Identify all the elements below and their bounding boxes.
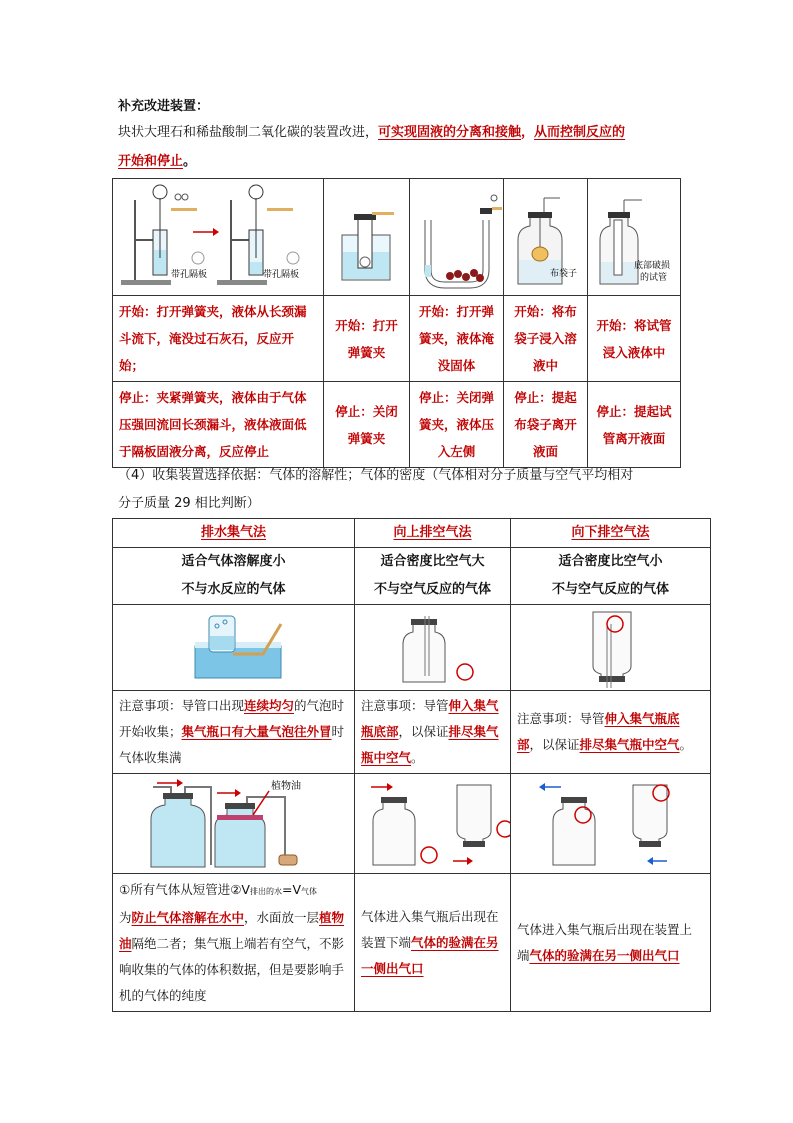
intro-highlight-3: 开始和停止 [118, 154, 184, 169]
note-text: 为 [119, 909, 132, 925]
water-method-figure-cell [113, 605, 355, 691]
header-downward-air: 向下排空气法 [511, 519, 711, 548]
water-bottles-figure-cell [113, 774, 355, 874]
broken-tube-device-figure [588, 180, 680, 295]
gas-bottles-upward-figure [355, 775, 510, 873]
start-cell-3: 开始：打开弹簧夹，液体淹没固体 [410, 296, 504, 382]
section-title: 补充改进装置： [118, 99, 210, 114]
note-text: 时气体收集满 [119, 724, 345, 765]
device-image-cell-2 [324, 179, 410, 296]
start-cell-5: 开始：将试管浸入液体中 [588, 296, 681, 382]
note-text: 。 [411, 750, 424, 765]
intro-highlight-2: 从而控制反应的 [534, 125, 626, 140]
note-highlight: 防止气体溶解在水中 [131, 909, 245, 925]
note-subscript: 气体 [301, 886, 317, 896]
section-4 [118, 462, 718, 518]
note-text: ，水面放一层 [244, 909, 320, 925]
stop-cell-1: 停止：夹紧弹簧夹，液体由于气体压强回流回长颈漏斗，液体液面低于隔板固液分离，反应停止 [113, 382, 324, 468]
note-text: 气体进入集气瓶后出现在装置上端 [517, 921, 693, 963]
header-upward-air: 向上排空气法 [355, 519, 511, 548]
note-text: ，以保证 [529, 737, 580, 752]
header-water-method: 排水集气法 [113, 519, 355, 548]
stop-cell-4: 停止：提起布袋子离开液面 [504, 382, 588, 468]
note-highlight: 排尽集气瓶中空气 [361, 724, 499, 765]
u-tube-device-figure [410, 180, 503, 295]
upward-bottles-figure-cell [355, 774, 511, 874]
stop-cell-2: 停止：关闭弹簧夹 [324, 382, 410, 468]
note-highlight: 连续均匀 [244, 698, 295, 713]
note-text: 气体进入集气瓶后出现在装置下端 [361, 908, 499, 950]
intro-sep: ， [521, 125, 535, 140]
suit-upward [355, 548, 511, 605]
suit-upward-line-1: 适合密度比空气大 [380, 554, 485, 569]
gas-bottles-water-figure [113, 775, 353, 873]
device-image-cell-3 [410, 179, 504, 296]
start-cell-4: 开始：将布袋子浸入溶液中 [504, 296, 588, 382]
water-trough-figure [113, 606, 353, 690]
vegetable-oil-label: 植物油 [271, 780, 301, 792]
note-text: 注意事项：导管 [361, 698, 449, 713]
device-table [112, 178, 681, 468]
suit-upward-line-2: 不与空气反应的气体 [373, 582, 491, 597]
note-highlight: 植物油 [119, 909, 345, 951]
downward-air-note [511, 691, 711, 774]
suit-downward-line-1: 适合密度比空气小 [558, 554, 663, 569]
gas-bottles-downward-figure [511, 775, 709, 873]
broken-tube-label-2: 的试管 [640, 272, 668, 283]
start-cell-2: 开始：打开弹簧夹 [324, 296, 410, 382]
start-cell-1: 开始：打开弹簧夹，液体从长颈漏斗流下，淹没过石灰石，反应开始； [113, 296, 324, 382]
downward-bottom-note [511, 874, 711, 1012]
upward-air-figure-cell [355, 605, 511, 691]
note-highlight: 气体的验满在另一侧出气口 [529, 947, 680, 963]
note-highlight: 伸入集气瓶底部 [361, 698, 499, 739]
note-text: =V [281, 881, 301, 897]
upward-air-figure [355, 606, 510, 690]
note-text: ①所有气体从短管进②V [119, 881, 250, 897]
intro-end: 。 [183, 154, 197, 169]
section-4-line-1: （4）收集装置选择依据：气体的溶解性；气体的密度（气体相对分子质量与空气平均相对 [118, 468, 634, 483]
collection-table [112, 518, 711, 1012]
perforated-plate-label-1: 带孔隔板 [171, 269, 208, 280]
suit-water-line-1: 适合气体溶解度小 [181, 554, 286, 569]
intro-highlight-1: 可实现固液的分离和接触 [378, 125, 522, 140]
suit-downward-line-2: 不与空气反应的气体 [551, 582, 669, 597]
suit-water [113, 548, 355, 605]
stop-cell-3: 停止：关闭弹簧夹，液体压入左侧 [410, 382, 504, 468]
device-image-cell-4 [504, 179, 588, 296]
note-text: 的气泡时开始收集； [119, 698, 345, 739]
intro-paragraph [118, 118, 688, 176]
upward-air-note [355, 691, 511, 774]
stop-cell-5: 停止：提起试管离开液面 [588, 382, 681, 468]
note-subscript: 排出的水 [249, 886, 282, 896]
note-text: 注意事项：导管 [517, 711, 605, 726]
downward-bottles-figure-cell [511, 774, 711, 874]
device-image-cell-1 [113, 179, 324, 296]
suit-downward [511, 548, 711, 605]
note-highlight: 排尽集气瓶中空气 [579, 737, 680, 752]
kipp-device-figure [113, 180, 323, 295]
perforated-plate-label-2: 带孔隔板 [263, 269, 300, 280]
note-highlight: 伸入集气瓶底部 [517, 711, 680, 752]
cloth-bag-label: 布袋子 [550, 268, 578, 279]
downward-air-figure [511, 606, 709, 690]
note-highlight: 气体的验满在另一侧出气口 [361, 934, 499, 976]
beaker-device-figure [324, 180, 409, 295]
intro-text: 块状大理石和稀盐酸制二氧化碳的装置改进， [118, 125, 379, 140]
broken-tube-label-1: 底部破损 [634, 260, 671, 271]
device-image-cell-5 [588, 179, 681, 296]
note-text: 。 [679, 737, 693, 752]
water-bottom-note [113, 874, 355, 1012]
note-text: 注意事项：导管口出现 [119, 698, 245, 713]
note-text: 隔绝二者；集气瓶上端若有空气，不影响收集的气体的体积数据，但是要影响手机的气体的纯度 [119, 935, 345, 1003]
water-method-note [113, 691, 355, 774]
section-4-line-2: 分子质量 29 相比判断） [118, 496, 260, 511]
note-text: ，以保证 [398, 724, 449, 739]
suit-water-line-2: 不与水反应的气体 [181, 582, 286, 597]
note-highlight: 集气瓶口有大量气泡往外冒 [181, 724, 332, 739]
upward-bottom-note [355, 874, 511, 1012]
cloth-bag-device-figure [504, 180, 587, 295]
downward-air-figure-cell [511, 605, 711, 691]
